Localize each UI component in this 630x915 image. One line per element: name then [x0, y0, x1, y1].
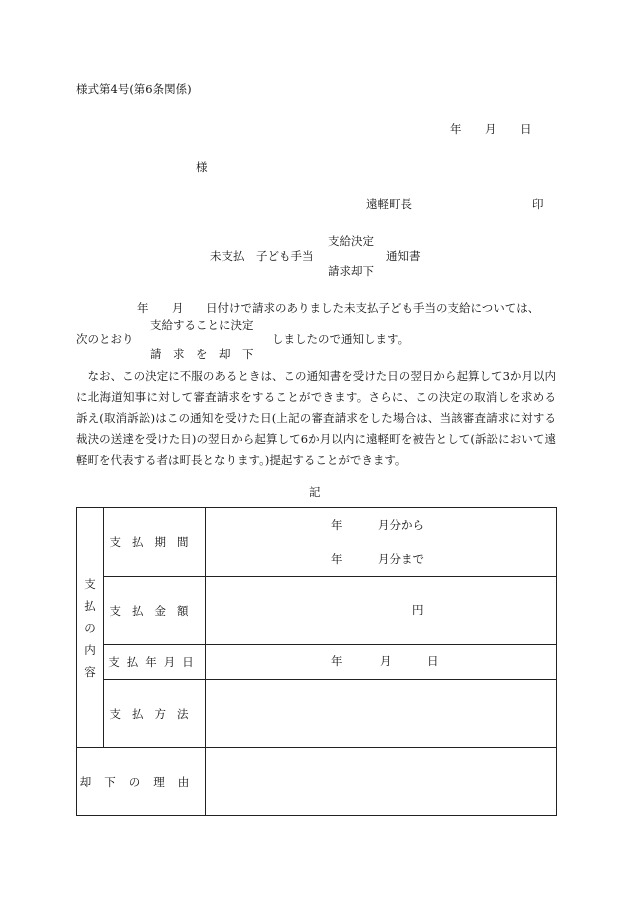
title-left: 未支払 子ども手当	[210, 249, 314, 263]
seal-mark: 印	[532, 197, 544, 211]
period-from-year: 年	[331, 518, 343, 532]
pay-date-month: 月	[380, 654, 392, 668]
period-from-month: 月分から	[378, 518, 424, 532]
group-char-1: 支	[84, 576, 96, 591]
amount-unit: 円	[412, 603, 424, 617]
row-period	[77, 508, 557, 577]
pay-date-year: 年	[331, 654, 343, 668]
pay-date-day: 日	[427, 654, 439, 668]
period-to-month: 月分まで	[378, 552, 424, 566]
sender-title: 遠軽町長	[366, 197, 412, 211]
para-prefix: 次のとおり	[76, 332, 134, 346]
date-month: 月	[485, 122, 497, 136]
date-value[interactable]	[206, 645, 557, 680]
date-label: 支払年月日	[104, 645, 206, 680]
para-suffix: しましたので通知します。	[272, 332, 410, 346]
rejection-value[interactable]	[206, 748, 557, 816]
method-label: 支払方法	[104, 680, 206, 748]
date-year: 年	[450, 122, 462, 136]
period-value[interactable]	[206, 508, 557, 577]
group-char-2: 払	[84, 598, 96, 613]
row-date	[77, 645, 557, 680]
title-right: 通知書	[386, 249, 421, 263]
row-method	[77, 680, 557, 748]
form-id: 様式第4号(第6条関係)	[76, 82, 192, 96]
row-rejection	[77, 748, 557, 816]
amount-label: 支払金額	[104, 577, 206, 645]
method-value[interactable]	[206, 680, 557, 748]
rejection-label: 却下の理由	[77, 748, 206, 816]
group-char-5: 容	[84, 664, 96, 679]
row-amount	[77, 577, 557, 645]
ki-mark: 記	[309, 485, 321, 499]
para-option-top: 支給することに決定	[150, 318, 254, 332]
period-to-year: 年	[331, 552, 343, 566]
title-option-bottom: 請求却下	[328, 264, 374, 278]
addressee-suffix: 様	[196, 160, 208, 174]
amount-value[interactable]	[206, 577, 557, 645]
title-option-top: 支給決定	[328, 234, 374, 248]
para-option-bottom: 請 求 を 却 下	[150, 347, 254, 361]
detail-table	[76, 507, 557, 816]
group-char-4: 内	[84, 642, 96, 657]
para-year: 年	[137, 301, 149, 315]
para-rest: 日付けで請求のありました未支払子ども手当の支給については、	[206, 301, 540, 315]
appeal-paragraph: なお、この決定に不服のあるときは、この通知書を受けた日の翌日から起算して3か月以内に北海道知事に対して審査請求をすることができます。さらに、この決定の取消しを求める訴え(取消訴訟)はこの通知を受けた日(上記の審査請求をした場合は、当該審査請求に対する裁決の送達を受けた日)の翌日から起算して6か月以内に遠軽町を被告として(訴訟において遠軽町を代表する者は町長となります。)提起することができます。	[76, 369, 556, 467]
date-day: 日	[520, 122, 532, 136]
para-month: 月	[172, 301, 184, 315]
group-char-3: の	[84, 620, 96, 635]
period-label: 支払期間	[104, 508, 206, 577]
group-label	[77, 508, 104, 748]
